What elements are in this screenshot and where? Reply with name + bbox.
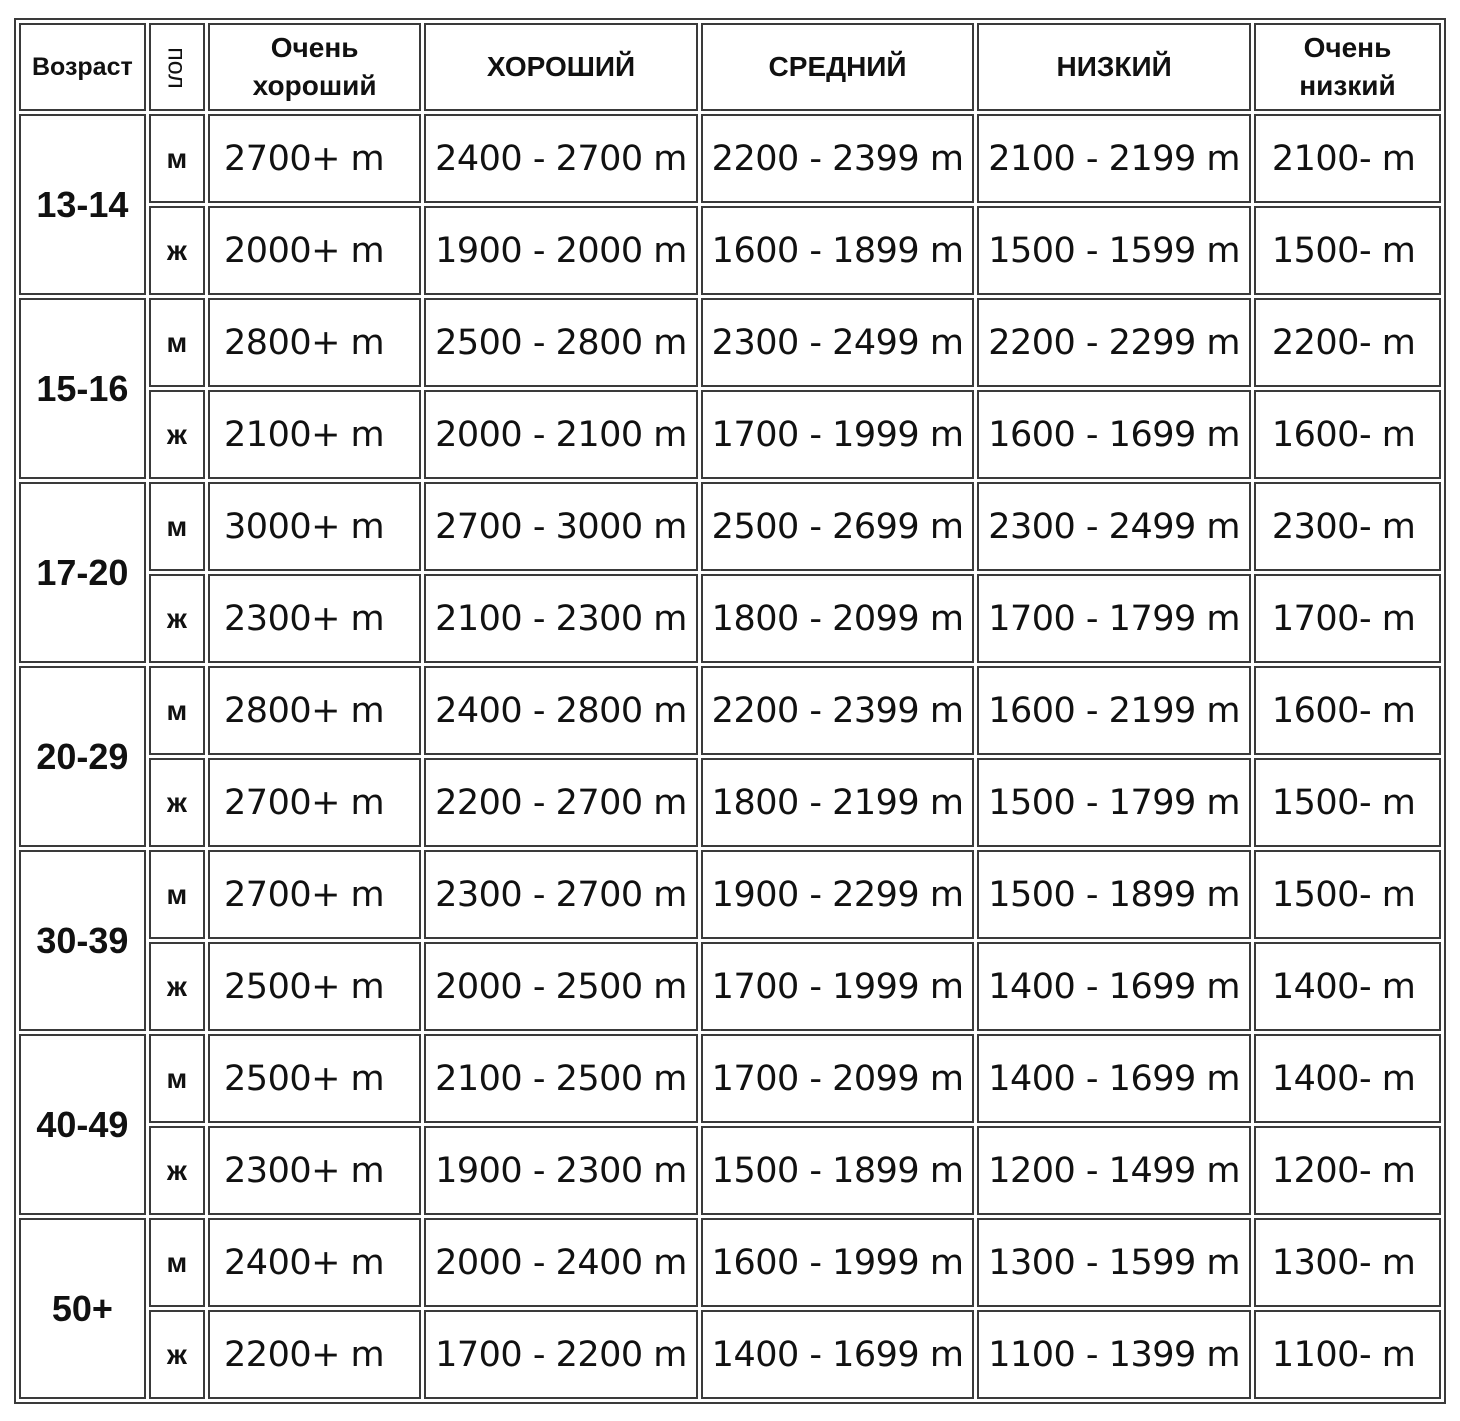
header-average: СРЕДНИЙ [701, 23, 975, 111]
value-cell-low: 1300 - 1599 m [977, 1218, 1251, 1307]
table-row [19, 574, 1441, 663]
table-row [19, 482, 1441, 571]
header-age: Возраст [19, 23, 146, 111]
value-cell-low: 1400 - 1699 m [977, 1034, 1251, 1123]
table-row [19, 1034, 1441, 1123]
value-cell-very-low: 1400- m [1254, 1034, 1441, 1123]
value-cell-very-low: 1500- m [1254, 206, 1441, 295]
table-row [19, 1218, 1441, 1307]
value-cell-good: 1900 - 2000 m [424, 206, 698, 295]
value-cell-very-good: 2800+ m [208, 666, 421, 755]
value-cell-very-good: 2700+ m [208, 758, 421, 847]
value-cell-very-low: 1600- m [1254, 390, 1441, 479]
value-cell-very-low: 2100- m [1254, 114, 1441, 203]
value-cell-very-good: 2000+ m [208, 206, 421, 295]
sex-cell: ж [149, 390, 205, 479]
value-cell-very-good: 2300+ m [208, 574, 421, 663]
value-cell-good: 2200 - 2700 m [424, 758, 698, 847]
value-cell-low: 2200 - 2299 m [977, 298, 1251, 387]
header-row [19, 23, 1441, 111]
value-cell-very-low: 1100- m [1254, 1310, 1441, 1399]
value-cell-very-low: 1700- m [1254, 574, 1441, 663]
table-row [19, 298, 1441, 387]
value-cell-average: 1800 - 2199 m [701, 758, 975, 847]
value-cell-average: 1700 - 2099 m [701, 1034, 975, 1123]
value-cell-average: 2300 - 2499 m [701, 298, 975, 387]
cooper-test-norms [14, 18, 1446, 1404]
value-cell-very-good: 3000+ m [208, 482, 421, 571]
value-cell-low: 2300 - 2499 m [977, 482, 1251, 571]
value-cell-low: 1400 - 1699 m [977, 942, 1251, 1031]
sex-cell: ж [149, 1310, 205, 1399]
value-cell-average: 1800 - 2099 m [701, 574, 975, 663]
header-low: НИЗКИЙ [977, 23, 1251, 111]
table-row [19, 850, 1441, 939]
value-cell-low: 1200 - 1499 m [977, 1126, 1251, 1215]
value-cell-average: 2200 - 2399 m [701, 114, 975, 203]
value-cell-good: 2100 - 2300 m [424, 574, 698, 663]
value-cell-very-low: 1400- m [1254, 942, 1441, 1031]
value-cell-good: 2000 - 2500 m [424, 942, 698, 1031]
value-cell-average: 2200 - 2399 m [701, 666, 975, 755]
age-group-cell: 40-49 [19, 1034, 146, 1215]
value-cell-low: 1100 - 1399 m [977, 1310, 1251, 1399]
value-cell-very-low: 1600- m [1254, 666, 1441, 755]
table-row [19, 114, 1441, 203]
age-group-cell: 13-14 [19, 114, 146, 295]
sex-cell: м [149, 114, 205, 203]
value-cell-low: 1500 - 1799 m [977, 758, 1251, 847]
sex-cell: м [149, 482, 205, 571]
table-row [19, 390, 1441, 479]
header-sex [149, 23, 205, 111]
table-row [19, 758, 1441, 847]
value-cell-average: 1500 - 1899 m [701, 1126, 975, 1215]
table-row [19, 1310, 1441, 1399]
sex-cell: м [149, 666, 205, 755]
norms-table [14, 18, 1446, 1404]
value-cell-good: 2300 - 2700 m [424, 850, 698, 939]
header-good: ХОРОШИЙ [424, 23, 698, 111]
value-cell-very-low: 1500- m [1254, 850, 1441, 939]
value-cell-very-good: 2400+ m [208, 1218, 421, 1307]
age-group-cell: 17-20 [19, 482, 146, 663]
value-cell-very-good: 2700+ m [208, 850, 421, 939]
sex-cell: м [149, 1034, 205, 1123]
value-cell-very-good: 2200+ m [208, 1310, 421, 1399]
value-cell-good: 2700 - 3000 m [424, 482, 698, 571]
value-cell-average: 1700 - 1999 m [701, 942, 975, 1031]
value-cell-very-good: 2500+ m [208, 942, 421, 1031]
value-cell-very-low: 1200- m [1254, 1126, 1441, 1215]
sex-cell: ж [149, 758, 205, 847]
sex-cell: ж [149, 574, 205, 663]
value-cell-low: 1700 - 1799 m [977, 574, 1251, 663]
value-cell-good: 1700 - 2200 m [424, 1310, 698, 1399]
value-cell-very-low: 1500- m [1254, 758, 1441, 847]
value-cell-average: 2500 - 2699 m [701, 482, 975, 571]
header-sex-label: пол [162, 46, 191, 89]
value-cell-average: 1700 - 1999 m [701, 390, 975, 479]
value-cell-good: 2000 - 2100 m [424, 390, 698, 479]
value-cell-low: 1600 - 2199 m [977, 666, 1251, 755]
value-cell-good: 2500 - 2800 m [424, 298, 698, 387]
value-cell-low: 1500 - 1899 m [977, 850, 1251, 939]
value-cell-very-good: 2500+ m [208, 1034, 421, 1123]
value-cell-good: 2100 - 2500 m [424, 1034, 698, 1123]
value-cell-good: 2400 - 2700 m [424, 114, 698, 203]
sex-cell: ж [149, 1126, 205, 1215]
value-cell-average: 1900 - 2299 m [701, 850, 975, 939]
table-row [19, 1126, 1441, 1215]
value-cell-average: 1600 - 1899 m [701, 206, 975, 295]
norms-body [19, 114, 1441, 1399]
table-row [19, 666, 1441, 755]
table-row [19, 942, 1441, 1031]
value-cell-good: 2400 - 2800 m [424, 666, 698, 755]
value-cell-very-low: 1300- m [1254, 1218, 1441, 1307]
value-cell-very-good: 2700+ m [208, 114, 421, 203]
sex-cell: м [149, 298, 205, 387]
value-cell-average: 1400 - 1699 m [701, 1310, 975, 1399]
value-cell-very-low: 2300- m [1254, 482, 1441, 571]
sex-cell: м [149, 1218, 205, 1307]
sex-cell: м [149, 850, 205, 939]
sex-cell: ж [149, 206, 205, 295]
value-cell-good: 2000 - 2400 m [424, 1218, 698, 1307]
value-cell-low: 2100 - 2199 m [977, 114, 1251, 203]
value-cell-very-good: 2800+ m [208, 298, 421, 387]
sex-cell: ж [149, 942, 205, 1031]
value-cell-very-low: 2200- m [1254, 298, 1441, 387]
age-group-cell: 15-16 [19, 298, 146, 479]
age-group-cell: 50+ [19, 1218, 146, 1399]
age-group-cell: 20-29 [19, 666, 146, 847]
header-very-low: Очень низкий [1254, 23, 1441, 111]
table-row [19, 206, 1441, 295]
value-cell-low: 1500 - 1599 m [977, 206, 1251, 295]
value-cell-low: 1600 - 1699 m [977, 390, 1251, 479]
value-cell-very-good: 2100+ m [208, 390, 421, 479]
value-cell-average: 1600 - 1999 m [701, 1218, 975, 1307]
value-cell-good: 1900 - 2300 m [424, 1126, 698, 1215]
age-group-cell: 30-39 [19, 850, 146, 1031]
header-very-good: Очень хороший [208, 23, 421, 111]
value-cell-very-good: 2300+ m [208, 1126, 421, 1215]
